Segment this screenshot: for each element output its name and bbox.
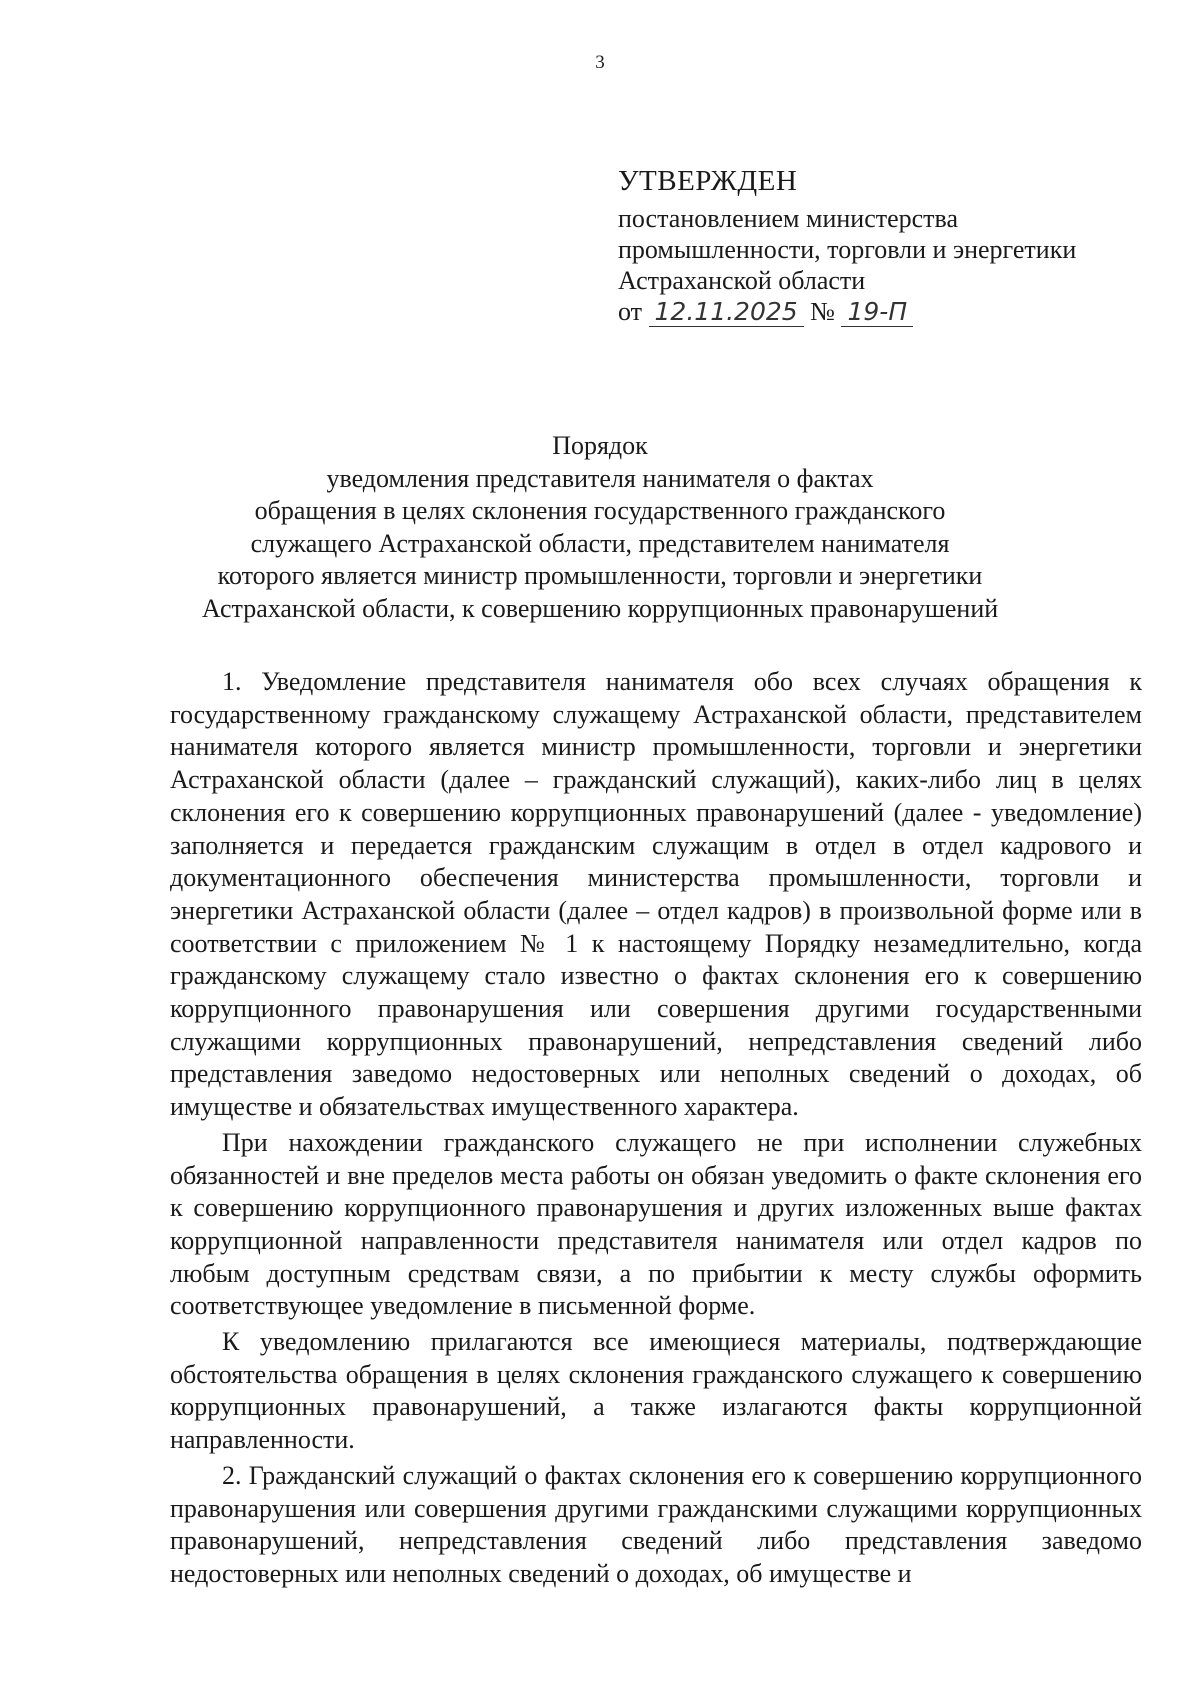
approval-line: постановлением министерства — [618, 204, 959, 233]
handwritten-date: 12.11.2025 — [649, 297, 804, 327]
paragraph-2: При нахождении гражданского служащего не при исполнении служебных обязанностей и вне пределов места работы он обязан уведомить о факте склонения его к совершению коррупционного правонарушения и других изложенных выше фактах коррупционной направленности представителя нанимателя или отдел кадров по любым доступным средствам связи, а по прибытии к месту службы оформить соответствующее уведомление в письменной форме. — [170, 1127, 1142, 1321]
document-title — [150, 430, 1050, 625]
title-line: обращения в целях склонения государственного гражданского — [254, 496, 946, 525]
title-line: которого является министр промышленности, торговли и энергетики — [217, 561, 983, 590]
paragraph-4: 2. Гражданский служащий о фактах склонения его к совершению коррупционного правонарушения или совершения другими гражданскими служащими коррупционных правонарушений, непредставления сведений либо представления заведомо недостоверных или неполных сведений о доходах, об имуществе и — [170, 1460, 1142, 1588]
title-line: уведомления представителя нанимателя о фактах — [326, 463, 874, 493]
document-body — [170, 666, 1142, 1594]
approval-block — [618, 166, 1178, 327]
handwritten-number: 19-П — [841, 297, 913, 327]
page-number: 3 — [595, 52, 605, 73]
approval-stamp: УТВЕРЖДЕН — [618, 165, 798, 197]
approval-line: промышленности, торговли и энергетики — [618, 235, 1077, 264]
date-prefix: от — [618, 297, 643, 326]
approval-date-line — [618, 296, 1178, 327]
paragraph-1: 1. Уведомление представителя нанимателя обо всех случаях обращения к государственному гражданскому служащему Астраханской области, представителем нанимателя которого является министр промышленности, торговли и энергетики Астраханской области (далее – гражданский служащий), каких-либо лиц в целях склонения его к совершению коррупционных правонарушений (далее - уведомление) заполняется и передается гражданским служащим в отдел в отдел кадрового и документационного обеспечения министерства промышленности, торговли и энергетики Астраханской области (далее – отдел кадров) в произвольной форме или в соответствии с приложением № 1 к настоящему Порядку незамедлительно, когда гражданскому служащему стало известно о фактах склонения его к совершению коррупционного правонарушения или совершения другими государственными служащими коррупционных правонарушений, непредставления сведений либо представления заведомо недостоверных или неполных сведений о доходах, об имуществе и обязательствах имущественного характера. — [170, 667, 1142, 1122]
title-line: Астраханской области, к совершению коррупционных правонарушений — [201, 593, 999, 623]
approval-line: Астраханской области — [618, 266, 866, 295]
paragraph-3: К уведомлению прилагаются все имеющиеся материалы, подтверждающие обстоятельства обращения в целях склонения гражданского служащего к совершению коррупционных правонарушений, а также излагаются факты коррупционной направленности. — [170, 1327, 1142, 1455]
title-heading: Порядок — [552, 431, 648, 460]
number-prefix: № — [810, 297, 835, 326]
title-line: служащего Астраханской области, представителем нанимателя — [250, 528, 950, 558]
